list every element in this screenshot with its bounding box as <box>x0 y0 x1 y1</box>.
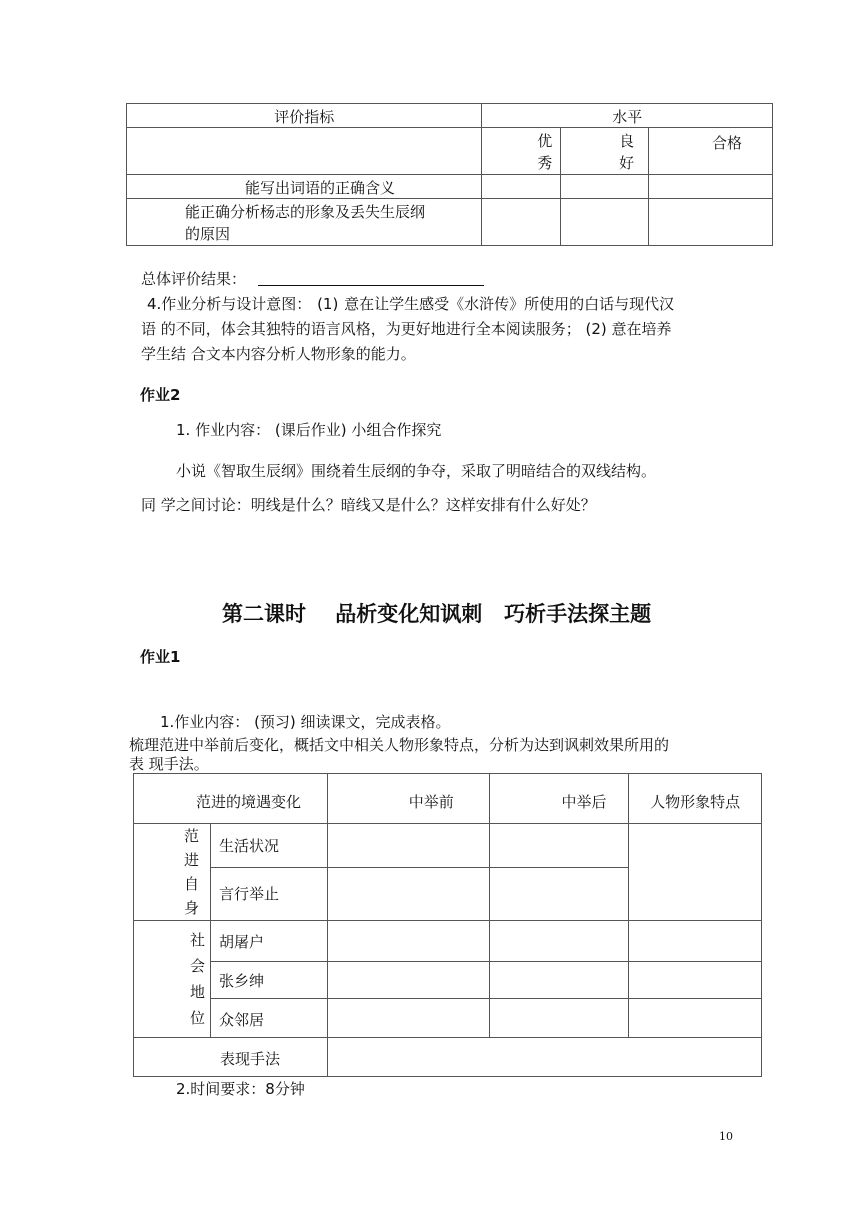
criterion-row-2: 能正确分析杨志的形象及丢失生辰纲 的原因 <box>127 199 482 246</box>
homework2-title: 作业2 <box>140 386 181 404</box>
header-level: 水平 <box>482 104 773 128</box>
header-before: 中举前 <box>327 774 489 824</box>
analysis-line-1: 4.作业分析与设计意图： (1) 意在让学生感受《水浒传》所使用的白话与现代汉 <box>147 295 675 313</box>
fan-jin-table <box>133 773 762 1077</box>
row-neighbors: 众邻居 <box>210 999 327 1038</box>
homework1-content: 1.作业内容： (预习) 细读课文，完成表格。 <box>160 713 451 731</box>
level-excellent: 优 秀 <box>482 128 561 175</box>
row-zhang: 张乡绅 <box>210 962 327 999</box>
row-speech: 言行举止 <box>210 868 327 921</box>
header-indicator: 评价指标 <box>127 104 482 128</box>
level-pass: 合格 <box>649 128 773 175</box>
row-technique: 表现手法 <box>134 1038 328 1077</box>
homework2-para-2: 同 学之间讨论：明线是什么？暗线又是什么？这样安排有什么好处？ <box>141 496 596 514</box>
page-number: 10 <box>719 1130 733 1143</box>
time-requirement: 2.时间要求：8分钟 <box>176 1080 305 1098</box>
overall-result-blank <box>258 285 484 286</box>
homework1-desc-2: 表 现手法。 <box>129 755 209 773</box>
header-traits: 人物形象特点 <box>629 774 762 824</box>
homework1-desc-1: 梳理范进中举前后变化，概括文中相关人物形象特点，分析为达到讽刺效果所用的 <box>129 736 670 754</box>
homework2-content: 1. 作业内容： (课后作业) 小组合作探究 <box>176 421 442 439</box>
evaluation-table <box>126 103 773 246</box>
homework1-title: 作业1 <box>140 648 181 666</box>
group-social-status: 社 会 地 位 <box>134 921 211 1038</box>
header-change: 范进的境遇变化 <box>134 774 328 824</box>
criterion-row-1: 能写出词语的正确含义 <box>127 175 482 199</box>
group-fan-jin-self: 范 进 自 身 <box>134 824 211 921</box>
homework2-para-1: 小说《智取生辰纲》围绕着生辰纲的争夺，采取了明暗结合的双线结构。 <box>176 462 657 480</box>
analysis-line-2: 语 的不同，体会其独特的语言风格，为更好地进行全本阅读服务； (2) 意在培养 <box>141 320 672 338</box>
header-after: 中举后 <box>489 774 629 824</box>
overall-result-label: 总体评价结果： <box>141 270 247 288</box>
analysis-line-3: 学生结 合文本内容分析人物形象的能力。 <box>141 345 416 363</box>
level-good: 良 好 <box>561 128 649 175</box>
row-hu: 胡屠户 <box>210 921 327 962</box>
section-title: 第二课时 品析变化知讽刺 巧析手法探主题 <box>222 602 652 626</box>
row-life: 生活状况 <box>210 824 327 868</box>
